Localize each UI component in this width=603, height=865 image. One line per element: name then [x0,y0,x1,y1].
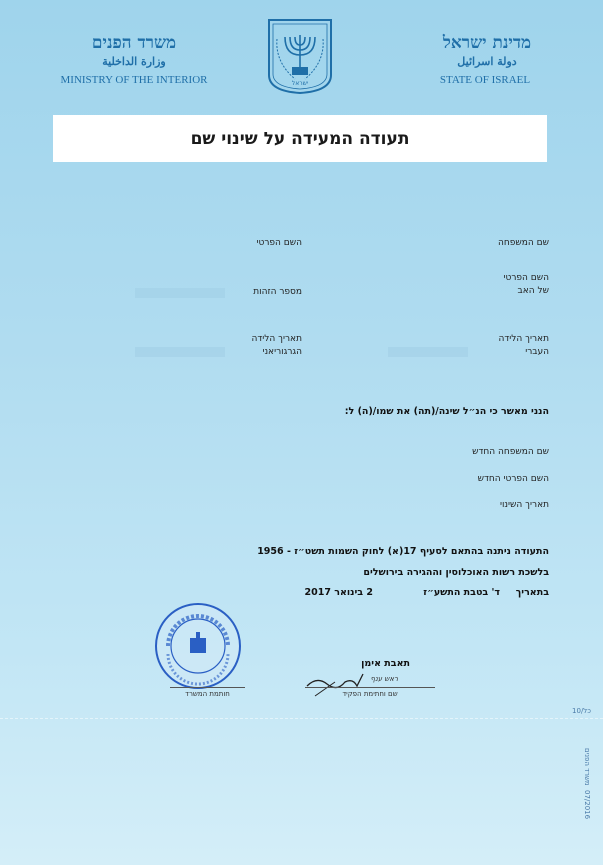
state-of-israel-english: STATE OF ISRAEL [439,74,531,86]
new-first-name-label: השם הפרטי החדש [477,474,549,484]
side-date-text: 07/2016 [583,790,591,820]
gregorian-birth-date-label-1: תאריך הלידה [251,334,302,344]
declaration-text: הנני מאשר כי הנ״ל שינה/(תה) את שמו/(ה) ל: [344,406,549,417]
official-title-handwritten: ראש ענף [370,675,398,683]
redacted-value [388,347,468,357]
hebrew-birth-date-label-1: תאריך הלידה [498,334,549,344]
hebrew-birth-date-label-2: העברי [525,347,549,357]
change-date-label: תאריך השינוי [499,500,549,510]
issuing-office-text: בלשכת רשות האוכלוסין וההגירה בירושלים [363,567,549,578]
hebrew-date: ד' בטבת התשע״ז [423,587,500,598]
svg-text:ישראל: ישראל [291,80,309,87]
official-stamp-icon [154,602,242,690]
stamp-line [170,687,245,688]
id-number-label: מספר הזהות [253,287,302,297]
fold-line [0,718,603,719]
signature-caption: שם וחתימת הפקיד [342,690,398,698]
first-name-label: השם הפרטי [256,238,302,248]
state-of-israel-arabic: دولة اسرائيل [457,55,517,68]
official-name: תאבת אימן [361,658,410,669]
date-prefix: בתאריך [515,587,549,598]
title-box [53,115,547,162]
state-of-israel-hebrew: מדינת ישראל [442,33,532,53]
gregorian-date: 2 בינואר 2017 [304,587,373,598]
legal-basis-text: התעודה ניתנה בהתאם לסעיף 17(א) לחוק השמות תשט״ז - 1956 [257,546,549,557]
family-name-label: שם המשפחה [498,238,549,248]
redacted-value [135,288,225,298]
gregorian-birth-date-label-2: הגרגוריאני [262,347,302,357]
form-code: כל/10 [572,707,591,715]
document-title: תעודה המעידה על שינוי שם [190,129,410,149]
stamp-caption: חותמת המשרד [185,690,230,698]
father-first-name-label-2: של האב [517,286,549,296]
father-first-name-label-1: השם הפרטי [503,273,549,283]
menorah-emblem-icon [265,17,335,95]
new-family-name-label: שם המשפחה החדש [472,447,549,457]
signature-line [305,687,435,688]
redacted-value [135,347,225,357]
ministry-hebrew: משרד הפנים [91,33,177,53]
side-ministry-text: משרד הפנים [583,748,591,786]
ministry-arabic: وزارة الداخلية [102,55,166,68]
ministry-english: MINISTRY OF THE INTERIOR [60,74,208,86]
